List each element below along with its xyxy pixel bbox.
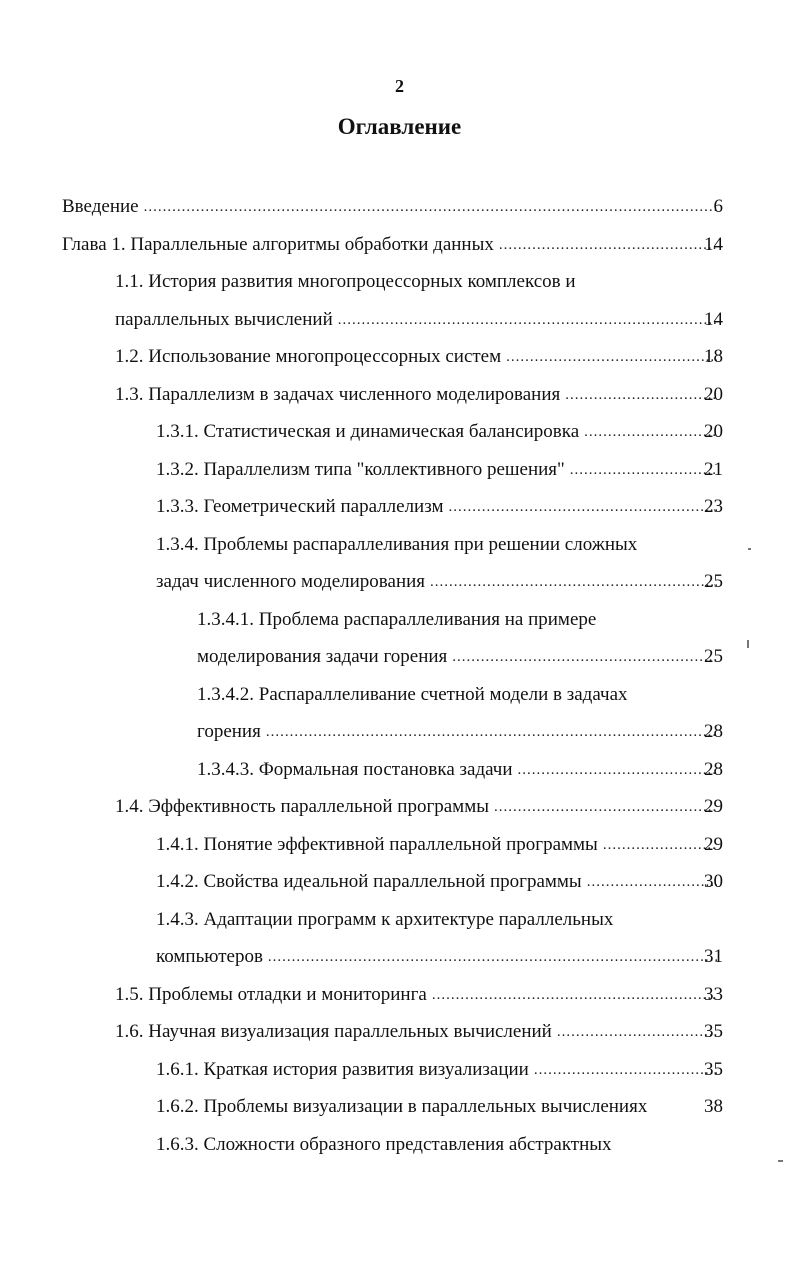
toc-line [0,305,799,343]
toc-entry-text: задач численного моделирования [156,571,426,592]
dot-leader [268,942,717,980]
toc-entry-text: 1.3. Параллелизм в задачах численного моделирования [115,383,561,405]
toc-line [0,905,799,943]
toc-page-number: 14 [704,233,723,255]
toc-entry-text: 1.3.4.3. Формальная постановка задачи [197,758,513,780]
toc-line [0,417,799,455]
toc-entry-text: 1.6.3. Сложности образного представления абстрактных [156,1133,612,1155]
toc-entry-text: 1.2. Использование многопроцессорных систем [115,346,502,367]
toc-line [0,1017,799,1055]
toc-entry-text: 1.3.4.1. Проблема распараллеливания на примере [197,608,597,630]
scan-speck [748,548,751,550]
dot-leader [494,792,717,830]
toc-line [0,192,799,230]
toc-page-number: 20 [704,421,723,442]
toc-line [0,530,799,568]
toc-line [0,942,799,980]
toc-line [0,642,799,680]
toc-entry-text: моделирования задачи горения [197,646,448,667]
toc-line [0,230,799,268]
toc-entry-text: 1.6.2. Проблемы визуализации в параллельных вычислениях [156,1096,648,1117]
dot-leader [506,342,717,380]
toc-line [0,717,799,755]
toc-line [0,342,799,380]
toc-entry-text: 1.3.3. Геометрический параллелизм [156,496,444,517]
toc-page-number: 23 [704,496,723,517]
toc-entry-text: Глава 1. Параллельные алгоритмы обработки данных [62,233,494,255]
toc-page-number: 30 [704,871,723,892]
toc-page-number: 38 [704,1096,723,1117]
toc-line [0,1092,799,1130]
dot-leader [430,567,717,605]
toc-line [0,492,799,530]
page-number: 2 [395,76,404,96]
dot-leader [432,980,717,1018]
toc-entry-text: 1.3.2. Параллелизм типа "коллективного решения" [156,458,565,480]
toc-page-number: 28 [704,758,723,780]
toc-entry-text: 1.4. Эффективность параллельной программы [115,796,489,817]
dot-leader [266,717,717,755]
toc-page-number: 33 [704,983,723,1005]
dot-leader [452,642,717,680]
dot-leader [449,492,718,530]
toc-line [0,867,799,905]
toc-entry-text: 1.3.4.2. Распараллеливание счетной модели в задачах [197,683,628,705]
toc-page-number: 31 [704,946,723,967]
toc-entry-text: 1.5. Проблемы отладки и мониторинга [115,983,427,1005]
toc-line [0,792,799,830]
toc-entry-text: 1.6. Научная визуализация параллельных вычислений [115,1021,552,1042]
dot-leader [499,230,717,268]
toc-page-number: 21 [704,458,723,480]
toc-page-number: 20 [704,383,723,405]
toc-page-number: 25 [704,646,723,667]
toc-entry-text: 1.4.1. Понятие эффективной параллельной программы [156,833,598,855]
scan-speck [778,1160,783,1162]
dot-leader [518,755,717,793]
dot-leader [338,305,717,343]
toc-entry-text: Введение [62,196,139,217]
toc-line [0,830,799,868]
toc-line [0,455,799,493]
toc-line [0,267,799,305]
table-of-contents [0,192,799,1167]
toc-line [0,380,799,418]
toc-entry-text: 1.3.4. Проблемы распараллеливания при решении сложных [156,533,638,555]
toc-entry-text: 1.3.1. Статистическая и динамическая балансировка [156,421,580,442]
toc-page-number: 14 [704,308,723,330]
toc-page-number: 29 [704,833,723,855]
dot-leader [557,1017,717,1055]
toc-page-number: 29 [704,796,723,817]
toc-line [0,605,799,643]
toc-line [0,980,799,1018]
toc-page-number: 35 [704,1021,723,1042]
toc-entry-text: 1.1. История развития многопроцессорных комплексов и [115,271,576,292]
page-title: Оглавление [337,114,462,139]
toc-line [0,1130,799,1168]
toc-entry-text: горения [197,721,261,742]
toc-entry-text: 1.4.2. Свойства идеальной параллельной программы [156,871,582,892]
toc-entry-text: параллельных вычислений [115,308,333,330]
toc-page-number: 25 [704,571,723,592]
toc-entry-text: 1.4.3. Адаптации программ к архитектуре параллельных [156,908,614,930]
scan-speck [747,640,749,648]
toc-page-number: 28 [704,721,723,742]
toc-line [0,567,799,605]
toc-page-number: 35 [704,1058,723,1080]
toc-entry-text: 1.6.1. Краткая история развития визуализации [156,1058,529,1080]
toc-entry-text: компьютеров [156,946,263,967]
toc-line [0,755,799,793]
dot-leader [534,1055,717,1093]
toc-page-number: 18 [704,346,723,367]
dot-leader [144,192,717,230]
toc-page-number: 6 [713,196,723,217]
toc-line [0,1055,799,1093]
toc-line [0,680,799,718]
